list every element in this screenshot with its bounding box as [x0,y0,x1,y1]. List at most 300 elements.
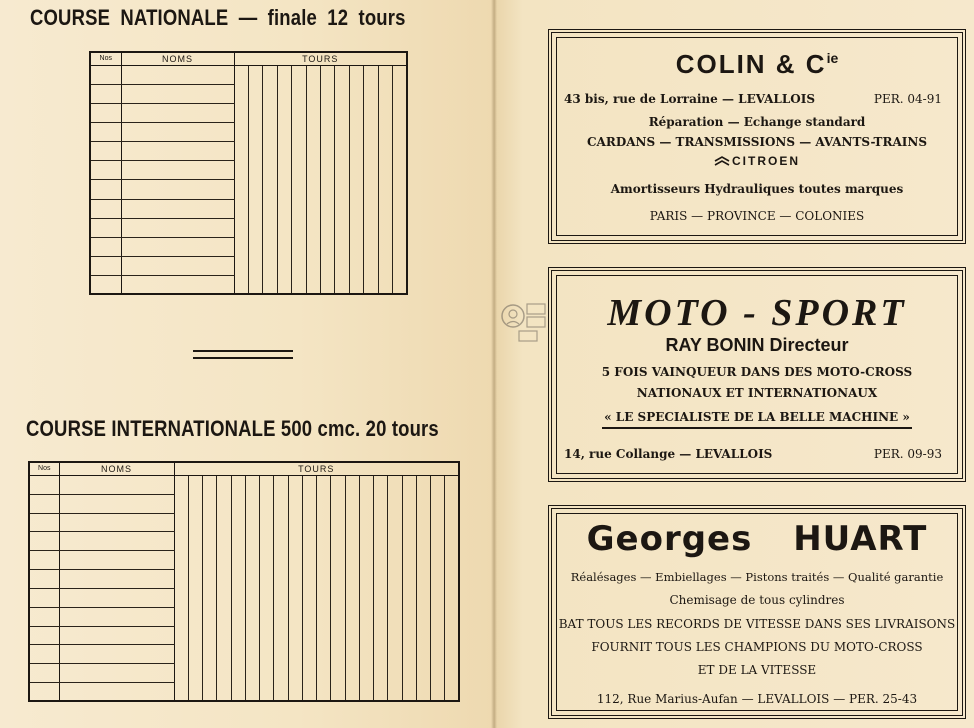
grid-row [29,683,459,702]
grid-cell-tour [302,588,316,607]
grid-cell-tour [274,626,288,645]
grid-cell-tour [277,142,291,161]
grid-cell-nos [90,104,121,123]
grid-cell-tour [416,513,430,532]
grid-cell-tour [231,570,245,589]
grid-cell-tour [306,142,320,161]
grid-cell-tour [331,513,345,532]
grid-cell-tour [445,664,459,683]
grid-cell-tour [306,85,320,104]
grid-cell-tour [306,104,320,123]
grid-cell-tour [431,664,445,683]
grid-cell-tour [378,256,392,275]
grid-cell-tour [402,570,416,589]
grid-cell-tour [416,664,430,683]
grid-cell-tour [248,104,262,123]
grid-cell-tour [231,494,245,513]
grid-cell-noms [59,532,174,551]
section-divider [193,350,293,359]
grid-cell-tour [378,237,392,256]
grid-cell-tour [416,551,430,570]
ad-colin-name: COLIN & $C^{ie}$ [675,49,839,79]
grid-cell-tour [388,476,402,495]
grid-cell-tour [349,180,363,199]
grid-cell-tour [188,683,202,702]
grid-cell-tour [374,645,388,664]
grid-cell-nos [29,664,59,683]
grid-cell-tour [203,570,217,589]
grid-cell-nos [29,588,59,607]
grid-cell-tour [260,664,274,683]
grid-cell-tour [248,275,262,294]
grid-cell-tour [364,218,378,237]
grid-cell-tour [203,513,217,532]
grid-cell-tour [331,551,345,570]
grid-cell-tour [274,476,288,495]
grid-cell-noms [59,588,174,607]
grid-cell-tour [359,683,373,702]
grid-cell-tour [302,551,316,570]
grid-cell-tour [392,199,407,218]
grid-cell-tour [292,199,306,218]
grid-cell-tour [188,513,202,532]
grid-cell-tour [392,104,407,123]
grid-cell-nos [90,161,121,180]
ad-moto-sport-line2: NATIONAUX ET INTERNATIONAUX [636,386,878,400]
grid-cell-tour [217,532,231,551]
grid-cell-nos [90,275,121,294]
grid-cell-tour [188,664,202,683]
grid-cell-tour [263,180,277,199]
grid-cell-tour [359,607,373,626]
grid-cell-tour [234,66,248,85]
grid-cell-tour [260,588,274,607]
grid-cell-tour [359,476,373,495]
grid-cell-tour [331,588,345,607]
grid-cell-tour [260,626,274,645]
grid-cell-tour [392,142,407,161]
grid-cell-tour [359,664,373,683]
grid-cell-noms [59,645,174,664]
grid-cell-tour [248,256,262,275]
grid-cell-tour [378,85,392,104]
grid-cell-tour [331,476,345,495]
grid-cell-tour [320,66,334,85]
grid-cell-tour [349,161,363,180]
grid-cell-noms [59,513,174,532]
grid-row [90,180,407,199]
grid-cell-nos [29,551,59,570]
grid-cell-tour [274,551,288,570]
grid-cell-tour [188,476,202,495]
grid-cell-tour [431,626,445,645]
grid-cell-tour [217,664,231,683]
grid-cell-tour [217,683,231,702]
grid-cell-tour [364,66,378,85]
grid-cell-tour [234,218,248,237]
grid-cell-tour [277,275,291,294]
grid-cell-nos [90,123,121,142]
grid-cell-tour [345,532,359,551]
grid-cell-tour [306,275,320,294]
grid-cell-noms [121,104,234,123]
grid-cell-tour [349,218,363,237]
grid-cell-nos [90,85,121,104]
grid-cell-tour [431,588,445,607]
grid-cell-tour [288,532,302,551]
grid-cell-tour [364,237,378,256]
grid-cell-tour [288,607,302,626]
grid-cell-tour [345,476,359,495]
grid-cell-tour [174,588,188,607]
grid-cell-tour [234,142,248,161]
grid-cell-tour [331,570,345,589]
grid-cell-tour [374,683,388,702]
grid-cell-tour [231,645,245,664]
grid-cell-noms [59,626,174,645]
grid-cell-tour [292,142,306,161]
grid-cell-tour [349,85,363,104]
grid-cell-tour [231,588,245,607]
grid-cell-tour [378,123,392,142]
grid-cell-tour [263,161,277,180]
grid-cell-tour [174,664,188,683]
grid-cell-tour [260,551,274,570]
grid-cell-tour [245,570,259,589]
grid-cell-noms [59,570,174,589]
grid-cell-tour [217,570,231,589]
grid-header-noms: NOMS [121,52,234,66]
grid-cell-tour [320,123,334,142]
grid-cell-noms [59,607,174,626]
grid-cell-tour [402,494,416,513]
grid-cell-tour [231,551,245,570]
grid-cell-tour [416,476,430,495]
grid-cell-tour [402,513,416,532]
grid-cell-tour [320,275,334,294]
grid-cell-noms [121,161,234,180]
grid-cell-tour [359,626,373,645]
grid-cell-tour [445,476,459,495]
grid-cell-tour [445,645,459,664]
grid-cell-tour [392,275,407,294]
grid-cell-tour [174,494,188,513]
grid-cell-nos [90,199,121,218]
grid-row [90,66,407,85]
grid-cell-tour [416,588,430,607]
grid-cell-tour [374,532,388,551]
grid-cell-tour [445,588,459,607]
grid-cell-tour [388,626,402,645]
grid-cell-noms [59,494,174,513]
grid-cell-tour [331,532,345,551]
grid-cell-tour [378,275,392,294]
grid-row [29,513,459,532]
grid-row [90,123,407,142]
grid-cell-tour [349,142,363,161]
grid-cell-tour [203,494,217,513]
grid-cell-tour [445,683,459,702]
grid-cell-tour [374,476,388,495]
grid-cell-tour [245,607,259,626]
grid-cell-tour [260,532,274,551]
grid-cell-tour [231,607,245,626]
grid-cell-tour [288,588,302,607]
grid-cell-tour [234,275,248,294]
grid-cell-tour [263,142,277,161]
grid-cell-tour [431,494,445,513]
ad-colin [548,29,966,244]
grid-cell-tour [445,626,459,645]
grid-row [29,664,459,683]
grid-cell-tour [335,85,349,104]
grid-cell-tour [320,218,334,237]
grid-cell-tour [445,513,459,532]
grid-cell-tour [234,199,248,218]
grid-cell-tour [203,683,217,702]
grid-cell-tour [374,494,388,513]
grid-cell-tour [345,626,359,645]
grid-cell-tour [277,85,291,104]
grid-cell-tour [320,199,334,218]
grid-cell-tour [188,645,202,664]
grid-cell-tour [306,256,320,275]
grid-cell-tour [331,683,345,702]
grid-cell-nos [29,532,59,551]
grid-cell-tour [359,532,373,551]
grid-cell-tour [188,607,202,626]
grid-cell-tour [234,256,248,275]
grid-cell-tour [245,532,259,551]
grid-cell-tour [288,551,302,570]
grid-cell-tour [231,532,245,551]
grid-cell-tour [431,532,445,551]
grid-cell-tour [374,607,388,626]
grid-cell-tour [374,551,388,570]
grid-row [29,626,459,645]
grid-cell-noms [121,66,234,85]
grid-cell-noms [121,237,234,256]
grid-cell-nos [29,476,59,495]
ad-colin-phone: PER. 04-91 [873,92,942,106]
grid-cell-tour [302,607,316,626]
grid-cell-tour [388,513,402,532]
grid-cell-tour [378,161,392,180]
grid-cell-tour [174,513,188,532]
grid-cell-noms [59,476,174,495]
grid-cell-noms [121,142,234,161]
grid-cell-tour [245,476,259,495]
grid-cell-tour [274,570,288,589]
grid-cell-tour [349,199,363,218]
grid-cell-tour [335,161,349,180]
grid-cell-tour [306,66,320,85]
ad-colin-line1: Réparation — Echange standard [648,115,866,129]
grid-cell-tour [292,66,306,85]
grid-cell-tour [234,123,248,142]
ad-huart-line4: FOURNIT TOUS LES CHAMPIONS DU MOTO-CROSS [591,640,923,654]
grid-cell-tour [248,142,262,161]
grid-cell-tour [402,551,416,570]
grid-cell-tour [345,513,359,532]
grid-cell-tour [349,256,363,275]
grid-cell-tour [317,551,331,570]
grid-cell-tour [345,664,359,683]
grid-cell-tour [234,161,248,180]
grid-cell-tour [364,275,378,294]
grid-cell-tour [331,645,345,664]
grid-cell-tour [203,607,217,626]
grid-cell-tour [188,494,202,513]
grid-cell-tour [174,570,188,589]
grid-cell-tour [392,161,407,180]
grid-cell-tour [248,66,262,85]
grid-cell-tour [345,551,359,570]
grid-cell-tour [431,570,445,589]
grid-cell-tour [302,626,316,645]
grid-cell-tour [263,256,277,275]
grid-cell-tour [248,161,262,180]
grid-cell-tour [288,494,302,513]
grid-cell-nos [29,494,59,513]
grid-cell-noms [121,85,234,104]
grid-cell-tour [292,123,306,142]
grid-cell-tour [263,66,277,85]
grid-cell-tour [416,532,430,551]
grid-cell-tour [416,683,430,702]
grid-cell-tour [335,275,349,294]
ad-colin-line2: CARDANS — TRANSMISSIONS — AVANTS-TRAINS [587,135,927,149]
ad-huart [548,505,966,719]
grid-cell-tour [335,256,349,275]
grid-cell-tour [174,551,188,570]
grid-cell-tour [335,123,349,142]
grid-cell-tour [378,180,392,199]
grid-row [29,607,459,626]
grid-cell-tour [359,588,373,607]
grid-cell-tour [392,66,407,85]
grid-cell-tour [416,626,430,645]
grid-cell-tour [260,476,274,495]
grid-cell-tour [392,85,407,104]
grid-cell-nos [90,66,121,85]
grid-cell-tour [245,551,259,570]
grid-cell-tour [245,626,259,645]
grid-cell-tour [335,180,349,199]
grid-cell-tour [320,142,334,161]
grid-cell-tour [374,588,388,607]
grid-cell-tour [234,237,248,256]
grid-cell-tour [364,104,378,123]
ad-moto-sport-slogan: « LE SPECIALISTE DE LA BELLE MACHINE » [552,410,962,429]
grid-cell-tour [245,664,259,683]
grid-cell-tour [335,237,349,256]
grid-cell-tour [378,218,392,237]
grid-cell-tour [234,180,248,199]
grid-row [90,199,407,218]
grid-cell-tour [292,275,306,294]
grid-cell-tour [345,607,359,626]
grid-cell-tour [349,104,363,123]
grid-cell-tour [388,588,402,607]
course-internationale-title: COURSE INTERNATIONALE 500 cmc. 20 tours [26,416,439,441]
grid-cell-tour [217,588,231,607]
grid-cell-tour [359,570,373,589]
grid-cell-tour [203,626,217,645]
grid-cell-nos [90,218,121,237]
grid-cell-tour [274,683,288,702]
grid-cell-tour [359,645,373,664]
ad-huart-line3: BAT TOUS LES RECORDS DE VITESSE DANS SES LIVRAISONS [558,617,956,631]
grid-cell-tour [416,494,430,513]
course-nationale-grid [89,51,408,295]
grid-cell-tour [288,570,302,589]
grid-cell-tour [248,123,262,142]
grid-cell-tour [288,513,302,532]
grid-cell-tour [378,66,392,85]
grid-cell-noms [121,199,234,218]
grid-cell-tour [317,588,331,607]
grid-cell-tour [345,494,359,513]
grid-cell-tour [263,218,277,237]
grid-cell-tour [392,237,407,256]
grid-cell-tour [359,513,373,532]
grid-cell-tour [378,104,392,123]
grid-cell-tour [320,85,334,104]
grid-cell-tour [260,513,274,532]
ad-moto-sport-name: MOTO - SPORT [607,292,907,334]
grid-cell-tour [392,123,407,142]
citroen-chevron-icon [714,156,730,166]
grid-row [29,570,459,589]
grid-cell-tour [234,104,248,123]
grid-cell-tour [174,683,188,702]
grid-cell-tour [364,161,378,180]
grid-cell-tour [203,664,217,683]
grid-cell-tour [402,664,416,683]
grid-row [29,476,459,495]
grid-cell-nos [29,513,59,532]
grid-cell-tour [302,476,316,495]
grid-cell-tour [288,645,302,664]
grid-cell-tour [364,256,378,275]
grid-cell-tour [364,199,378,218]
grid-cell-tour [306,237,320,256]
grid-cell-tour [388,551,402,570]
grid-cell-tour [402,532,416,551]
grid-cell-tour [331,626,345,645]
grid-cell-tour [292,237,306,256]
grid-cell-tour [320,104,334,123]
grid-cell-tour [335,104,349,123]
grid-cell-tour [188,626,202,645]
grid-cell-tour [445,607,459,626]
grid-row [29,588,459,607]
grid-cell-tour [274,532,288,551]
ad-colin-line3: CITROEN [552,154,962,168]
ad-huart-line2: Chemisage de tous cylindres [669,593,845,607]
grid-cell-tour [203,588,217,607]
grid-cell-tour [392,256,407,275]
grid-cell-tour [245,645,259,664]
grid-cell-tour [431,476,445,495]
grid-cell-tour [302,664,316,683]
grid-cell-nos [29,683,59,702]
grid-cell-tour [274,607,288,626]
grid-cell-tour [335,218,349,237]
grid-cell-tour [302,532,316,551]
grid-cell-tour [263,123,277,142]
